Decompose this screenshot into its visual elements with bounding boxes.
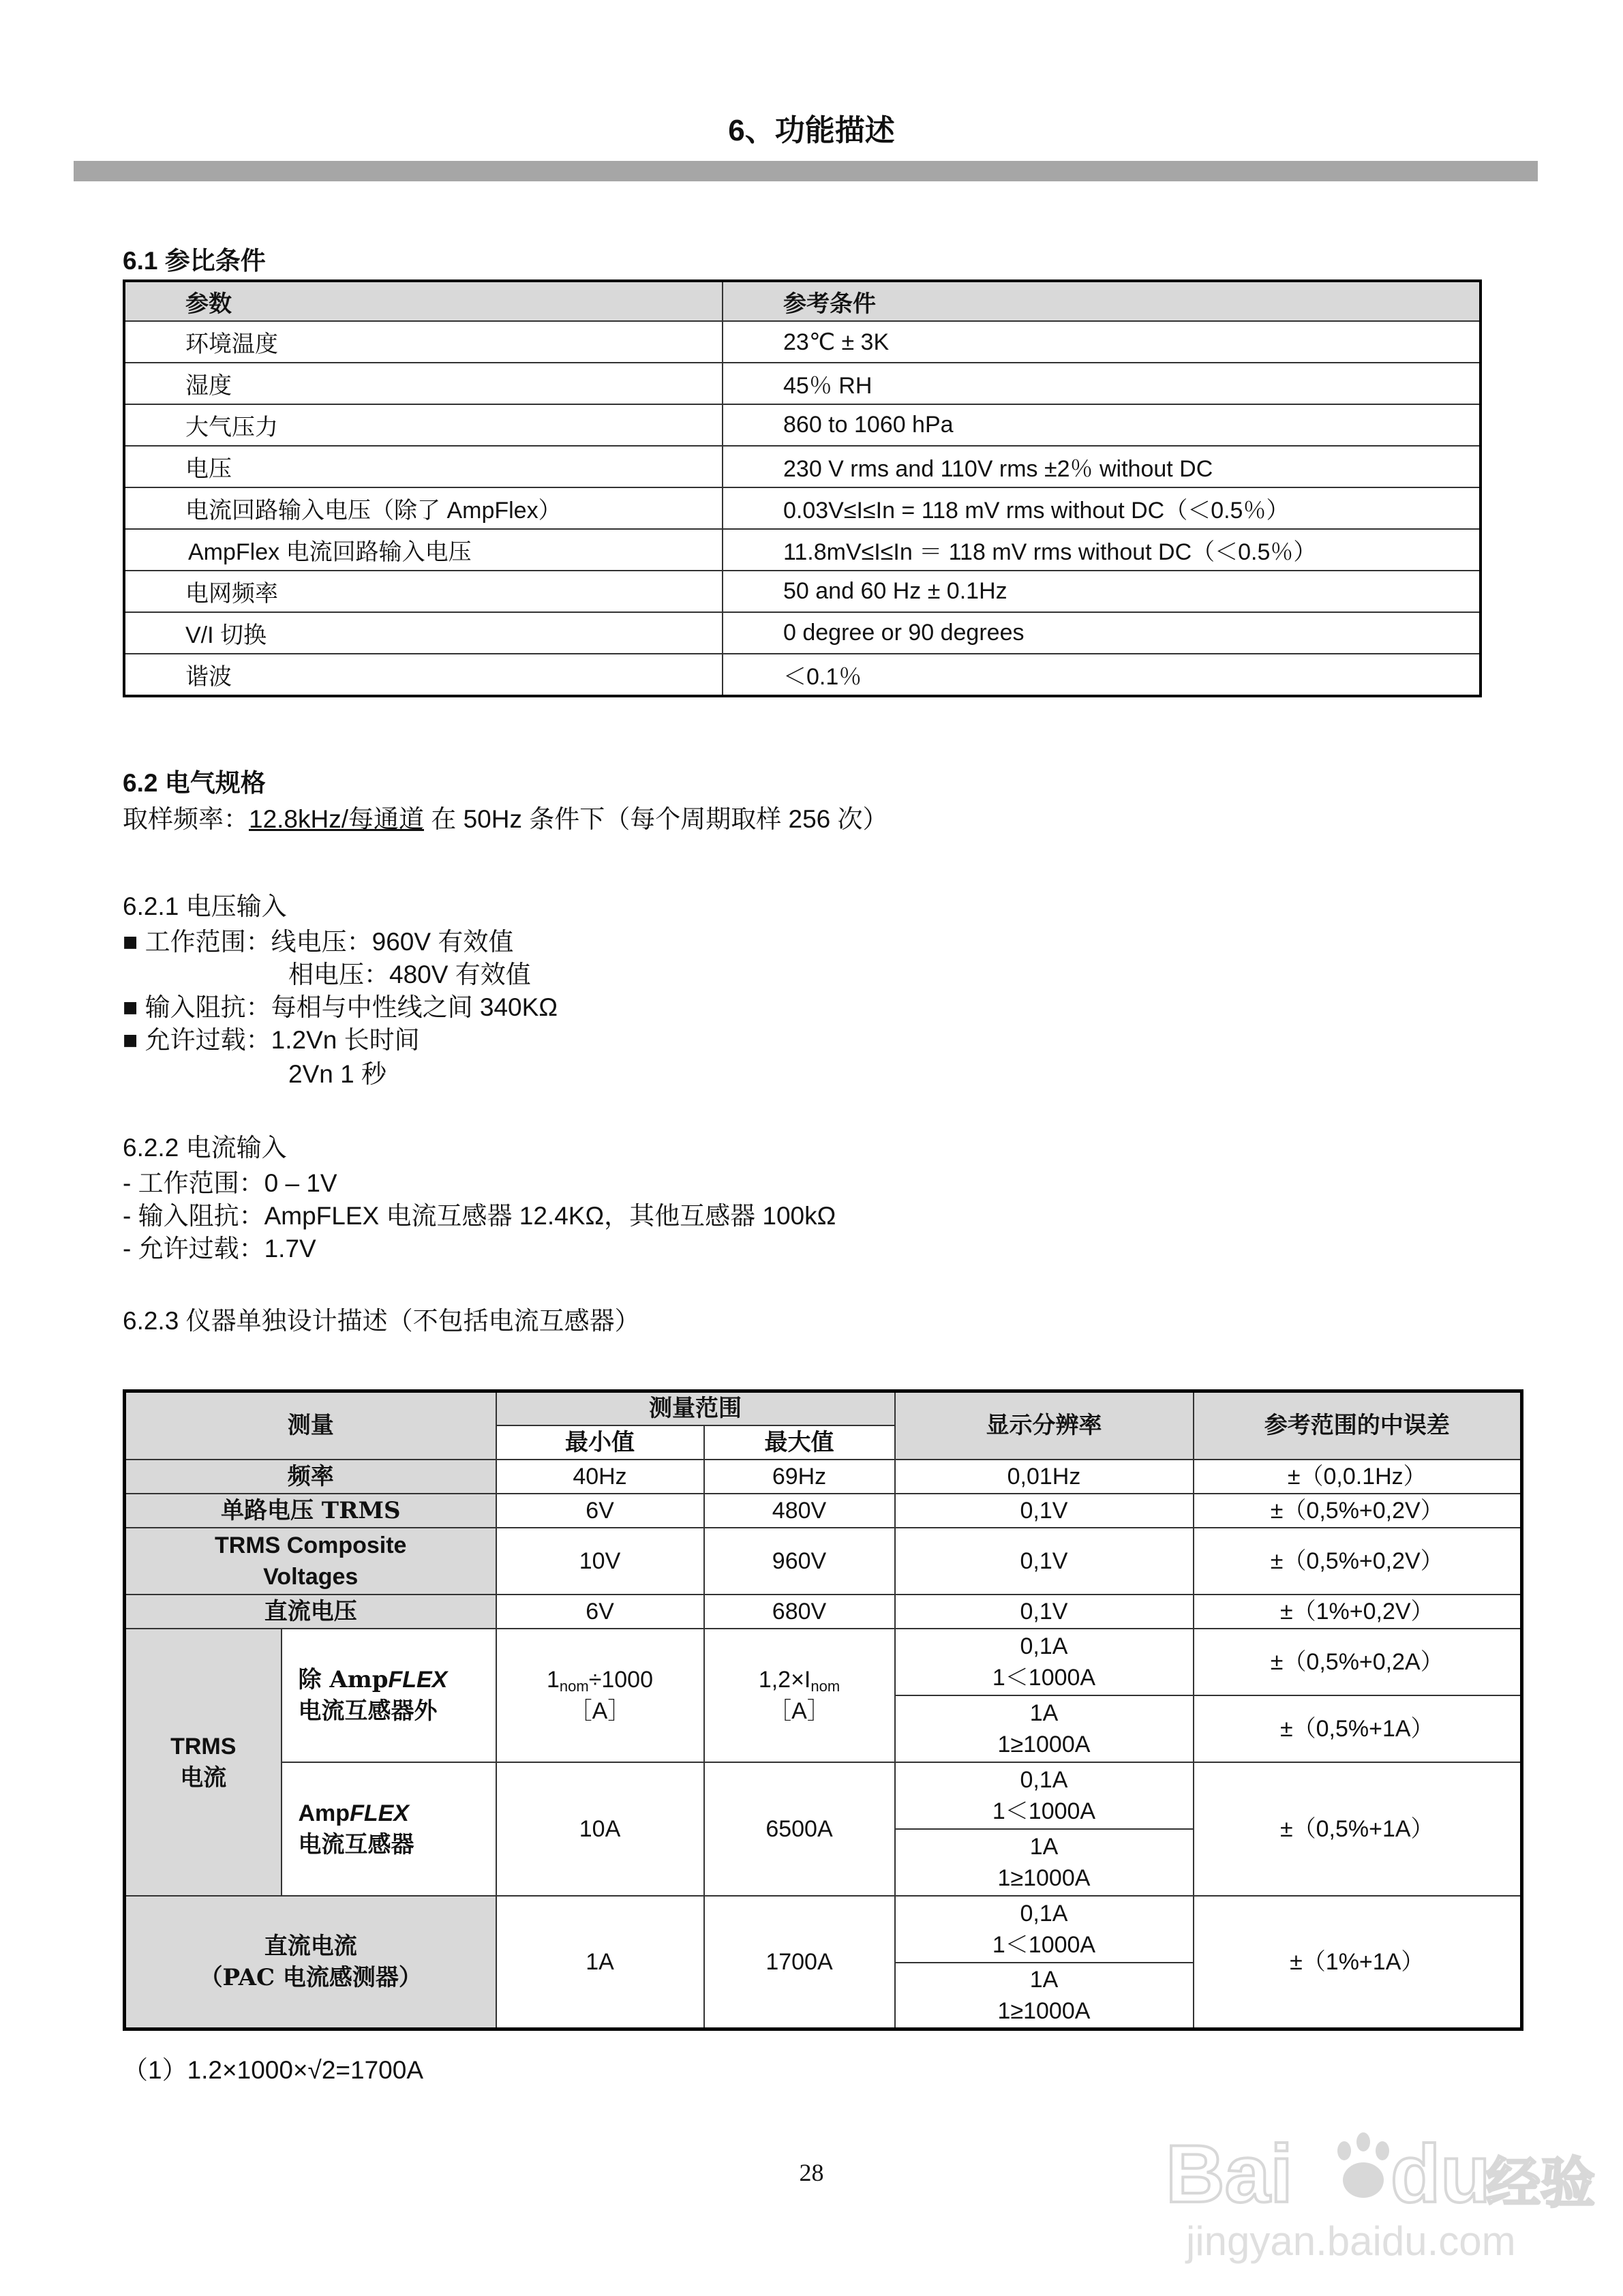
s621-line: ■ 工作范围：线电压：960V 有效值 — [123, 928, 514, 956]
page-number: 28 — [799, 2159, 824, 2186]
header-range: 测量范围 — [496, 1391, 895, 1425]
cell-text: 1 — [546, 1666, 560, 1693]
row-label-line: （PAC 电流感测器） — [199, 1963, 422, 1991]
cell-error: ±（1%+1A） — [1194, 1896, 1522, 2029]
cell-text: nom — [559, 1677, 589, 1695]
table-row — [125, 1762, 1522, 1829]
cell-text: 1≥1000A — [997, 1997, 1091, 2024]
table-row — [124, 321, 1481, 363]
table-row — [124, 404, 1481, 446]
cell-min: 6V — [496, 1494, 704, 1528]
table-row — [124, 571, 1481, 612]
header-min: 最小值 — [496, 1425, 704, 1460]
table-cell: 50 and 60 Hz ± 0.1Hz — [723, 571, 1481, 612]
row-label: 单路电压 TRMS — [125, 1494, 496, 1528]
cell-error: ±（0,5%+1A） — [1194, 1695, 1522, 1762]
section-6-1-heading: 6.1 参比条件 — [123, 247, 266, 275]
header-condition: 参考条件 — [723, 281, 1481, 321]
cell-max — [704, 1629, 895, 1762]
row-label-line: 电流互感器外 — [298, 1697, 438, 1725]
table-row — [124, 654, 1481, 696]
sampling-rate-line — [123, 803, 888, 836]
row-label: 频率 — [125, 1460, 496, 1494]
svg-text:Bai: Bai — [1166, 2128, 1293, 2220]
table-row — [124, 363, 1481, 404]
cell-resolution: 0,1V — [895, 1528, 1194, 1595]
cell-max: 480V — [704, 1494, 895, 1528]
svg-text:经验: 经验 — [1486, 2151, 1595, 2215]
table-row — [125, 1528, 1522, 1595]
baidu-watermark-logo — [1159, 2100, 1595, 2270]
sampling-prefix: 取样频率： — [123, 805, 249, 833]
reference-conditions-table — [123, 280, 1482, 697]
table-cell: 环境温度 — [124, 321, 723, 363]
table-cell: 大气压力 — [124, 404, 723, 446]
row-label — [282, 1762, 496, 1896]
cell-text: ［A］ — [568, 1697, 631, 1724]
cell-text: 1A — [1029, 1700, 1059, 1726]
table-header-row — [124, 281, 1481, 321]
cell-text: 1＜1000A — [992, 1798, 1096, 1824]
row-label-line: 电流互感器 — [298, 1830, 414, 1858]
s621-line: ■ 输入阻抗：每相与中性线之间 340KΩ — [123, 993, 558, 1021]
cell-resolution — [895, 1896, 1194, 1963]
header-measure: 测量 — [125, 1391, 496, 1460]
table-cell: 谐波 — [124, 654, 723, 696]
cell-resolution — [895, 1963, 1194, 2029]
table-row — [125, 1629, 1522, 1695]
table-cell: 23℃ ± 3K — [723, 321, 1481, 363]
cell-min: 40Hz — [496, 1460, 704, 1494]
cell-text: 1＜1000A — [992, 1931, 1096, 1958]
cell-text: 0,1A — [1020, 1900, 1068, 1927]
label-part: Amp — [298, 1800, 350, 1826]
header-error: 参考范围的中误差 — [1194, 1391, 1522, 1460]
table-cell: 0 degree or 90 degrees — [723, 612, 1481, 654]
row-label-line: 直流电流 — [264, 1932, 357, 1960]
cell-max: 1700A — [704, 1896, 895, 2029]
cell-error: ±（1%+0,2V） — [1194, 1595, 1522, 1629]
cell-text: nom — [810, 1677, 840, 1695]
cell-error: ±（0,5%+0,2A） — [1194, 1629, 1522, 1695]
cell-resolution — [895, 1695, 1194, 1762]
table-cell: ＜0.1％ — [723, 654, 1481, 696]
table-row — [124, 529, 1481, 571]
section-6-2-heading: 6.2 电气规格 — [123, 769, 266, 797]
s623-title: 6.2.3 仪器单独设计描述（不包括电流互感器） — [123, 1307, 640, 1335]
table-row — [125, 1595, 1522, 1629]
s621-line: 2Vn 1 秒 — [288, 1060, 386, 1088]
cell-max: 6500A — [704, 1762, 895, 1896]
row-label-line: 电流 — [180, 1764, 227, 1792]
cell-text: 0,1A — [1020, 1766, 1068, 1793]
sampling-suffix: 在 50Hz 条件下（每个周期取样 256 次） — [424, 805, 888, 833]
table-cell: 电流回路输入电压（除了 AmpFlex） — [124, 487, 723, 529]
cell-text: 1≥1000A — [997, 1731, 1091, 1757]
table-row — [124, 446, 1481, 487]
cell-error: ±（0,5%+0,2V） — [1194, 1494, 1522, 1528]
cell-text: 1≥1000A — [997, 1864, 1091, 1891]
cell-min — [496, 1629, 704, 1762]
table-cell: 45％ RH — [723, 363, 1481, 404]
sampling-value: 12.8kHz/每通道 — [249, 805, 425, 833]
cell-min: 1A — [496, 1896, 704, 2029]
header-max: 最大值 — [704, 1425, 895, 1460]
label-part: FLEX — [388, 1666, 448, 1693]
table-row — [124, 487, 1481, 529]
cell-min: 10V — [496, 1528, 704, 1595]
table-row — [125, 1896, 1522, 1963]
row-label — [125, 1528, 496, 1595]
row-label-line: TRMS — [170, 1733, 237, 1759]
s621-line: 相电压：480V 有效值 — [288, 961, 531, 988]
header-parameter: 参数 — [124, 281, 723, 321]
cell-resolution: 0,01Hz — [895, 1460, 1194, 1494]
table-cell: 电压 — [124, 446, 723, 487]
cell-min: 10A — [496, 1762, 704, 1896]
svg-text:du: du — [1391, 2128, 1491, 2220]
cell-text: ÷1000 — [588, 1666, 653, 1693]
cell-resolution: 0,1V — [895, 1595, 1194, 1629]
row-label — [125, 1896, 496, 2029]
label-part: FLEX — [350, 1800, 409, 1826]
s621-title: 6.2.1 电压输入 — [123, 892, 287, 920]
cell-text: 1,2×I — [758, 1666, 811, 1693]
cell-resolution — [895, 1829, 1194, 1896]
table-cell: 860 to 1060 hPa — [723, 404, 1481, 446]
cell-max: 69Hz — [704, 1460, 895, 1494]
cell-resolution: 0,1V — [895, 1494, 1194, 1528]
s622-line: - 允许过载：1.7V — [123, 1235, 316, 1263]
instrument-spec-table — [123, 1389, 1523, 2031]
cell-text: 1A — [1029, 1833, 1059, 1860]
table-row — [124, 612, 1481, 654]
row-label-line: Voltages — [263, 1563, 359, 1590]
table-header-row — [125, 1391, 1522, 1425]
row-label: 直流电压 — [125, 1595, 496, 1629]
cell-resolution — [895, 1629, 1194, 1695]
row-group-label — [125, 1629, 282, 1896]
table-cell: 230 V rms and 110V rms ±2％ without DC — [723, 446, 1481, 487]
page-title: 6、功能描述 — [728, 114, 895, 147]
cell-text: 0,1A — [1020, 1633, 1068, 1659]
row-label — [282, 1629, 496, 1762]
table-cell: V/I 切换 — [124, 612, 723, 654]
cell-text: 1A — [1029, 1966, 1059, 1993]
table-cell: 0.03V≤I≤In = 118 mV rms without DC（＜0.5％） — [723, 487, 1481, 529]
cell-text: ［A］ — [768, 1697, 830, 1724]
table-row — [125, 1460, 1522, 1494]
table-row — [125, 1494, 1522, 1528]
table-cell: 湿度 — [124, 363, 723, 404]
cell-text: 1＜1000A — [992, 1664, 1096, 1691]
cell-error: ±（0,5%+0,2V） — [1194, 1528, 1522, 1595]
svg-text:jingyan.baidu.com: jingyan.baidu.com — [1186, 2218, 1516, 2264]
cell-error: ±（0,5%+1A） — [1194, 1762, 1522, 1896]
table-cell: 电网频率 — [124, 571, 723, 612]
title-divider — [74, 161, 1538, 181]
cell-max: 960V — [704, 1528, 895, 1595]
header-resolution: 显示分辨率 — [895, 1391, 1194, 1460]
table-cell: AmpFlex 电流回路输入电压 — [124, 529, 723, 571]
s621-line: ■ 允许过载：1.2Vn 长时间 — [123, 1026, 420, 1054]
row-label-line: TRMS Composite — [215, 1532, 407, 1558]
cell-max: 680V — [704, 1595, 895, 1629]
s622-line: - 工作范围：0 – 1V — [123, 1169, 337, 1197]
cell-min: 6V — [496, 1595, 704, 1629]
s622-line: - 输入阻抗：AmpFLEX 电流互感器 12.4KΩ，其他互感器 100kΩ — [123, 1202, 836, 1230]
s622-title: 6.2.2 电流输入 — [123, 1134, 287, 1162]
cell-resolution — [895, 1762, 1194, 1829]
label-part: 除 Amp — [298, 1665, 389, 1693]
table-cell: 11.8mV≤I≤In ＝ 118 mV rms without DC（＜0.5％） — [723, 529, 1481, 571]
cell-error: ±（0,0.1Hz） — [1194, 1460, 1522, 1494]
footnote: （1）1.2×1000×√2=1700A — [123, 2056, 424, 2084]
